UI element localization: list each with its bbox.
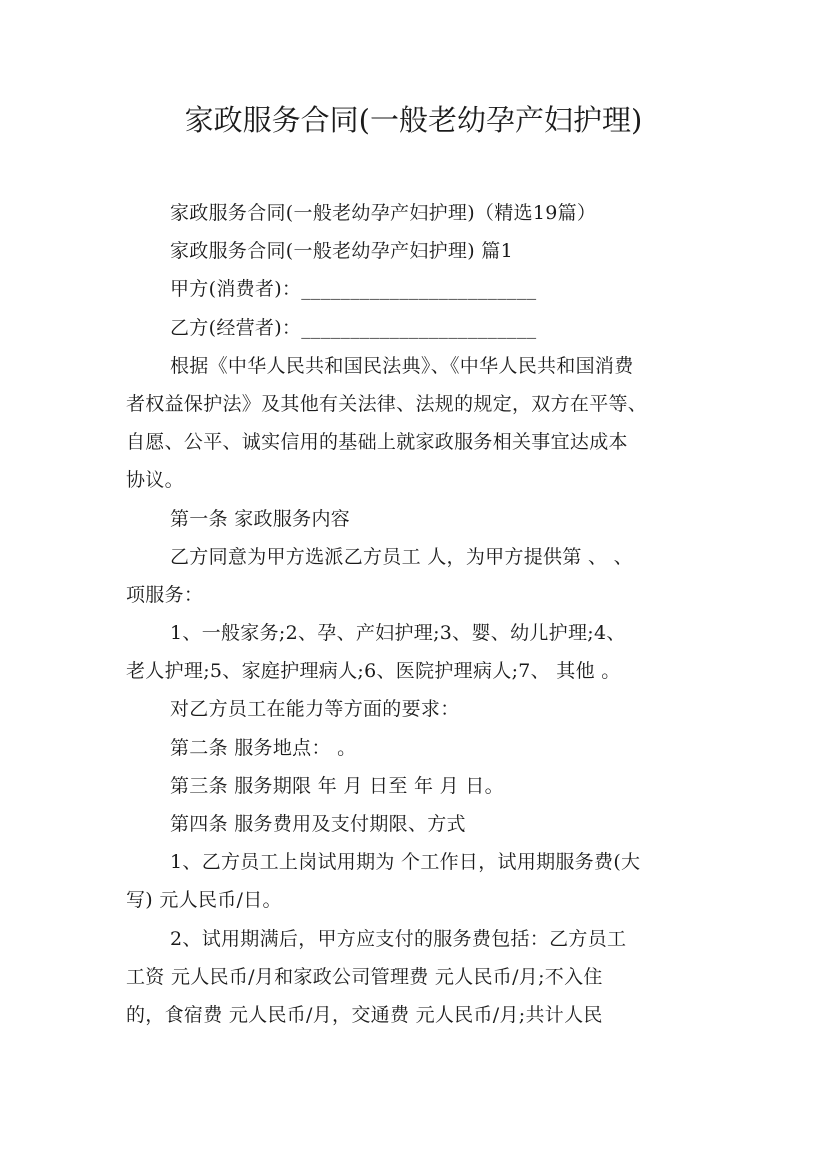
body-line: 根据《中华人民共和国民法典》、《中华人民共和国消费 <box>170 354 634 377</box>
body-line: 2、试用期满后，甲方应支付的服务费包括：乙方员工 <box>170 927 627 950</box>
body-line: 工资 元人民币/月和家政公司管理费 元人民币/月;不入住 <box>126 965 603 988</box>
body-line: 1、乙方员工上岗试用期为 个工作日，试用期服务费(大 <box>170 851 641 874</box>
body-line: 1、一般家务;2、孕、产妇护理;3、婴、幼儿护理;4、 <box>170 622 626 645</box>
body-line: 乙方同意为甲方选派乙方员工 人，为甲方提供第 、 、 <box>170 545 633 568</box>
body-line: 写) 元人民币/日。 <box>126 889 282 912</box>
body-line: 对乙方员工在能力等方面的要求： <box>170 698 460 721</box>
body-line: 的，食宿费 元人民币/月，交通费 元人民币/月;共计人民 <box>126 1003 603 1026</box>
body-line: 老人护理;5、家庭护理病人;6、医院护理病人;7、 其他 。 <box>126 660 621 683</box>
body-line: 协议。 <box>126 469 184 492</box>
body-line: 甲方(消费者)：________________________ <box>170 278 537 301</box>
body-line: 家政服务合同(一般老幼孕产妇护理) 篇1 <box>170 240 513 263</box>
body-line: 第四条 服务费用及支付期限、方式 <box>170 813 466 835</box>
body-line: 第三条 服务期限 年 月 日至 年 月 日。 <box>170 774 504 797</box>
document-body <box>126 194 708 1034</box>
body-line: 者权益保护法》及其他有关法律、法规的规定，双方在平等、 <box>126 392 648 415</box>
body-line: 自愿、公平、诚实信用的基础上就家政服务相关事宜达成本 <box>126 431 628 454</box>
body-line: 家政服务合同(一般老幼孕产妇护理)（精选19篇） <box>170 202 597 224</box>
document-title: 家政服务合同(一般老幼孕产妇护理) <box>184 103 643 137</box>
body-line: 第一条 家政服务内容 <box>170 507 351 530</box>
body-line: 项服务： <box>126 583 204 606</box>
body-line: 乙方(经营者)：________________________ <box>170 316 537 339</box>
body-line: 第二条 服务地点： 。 <box>170 736 357 759</box>
